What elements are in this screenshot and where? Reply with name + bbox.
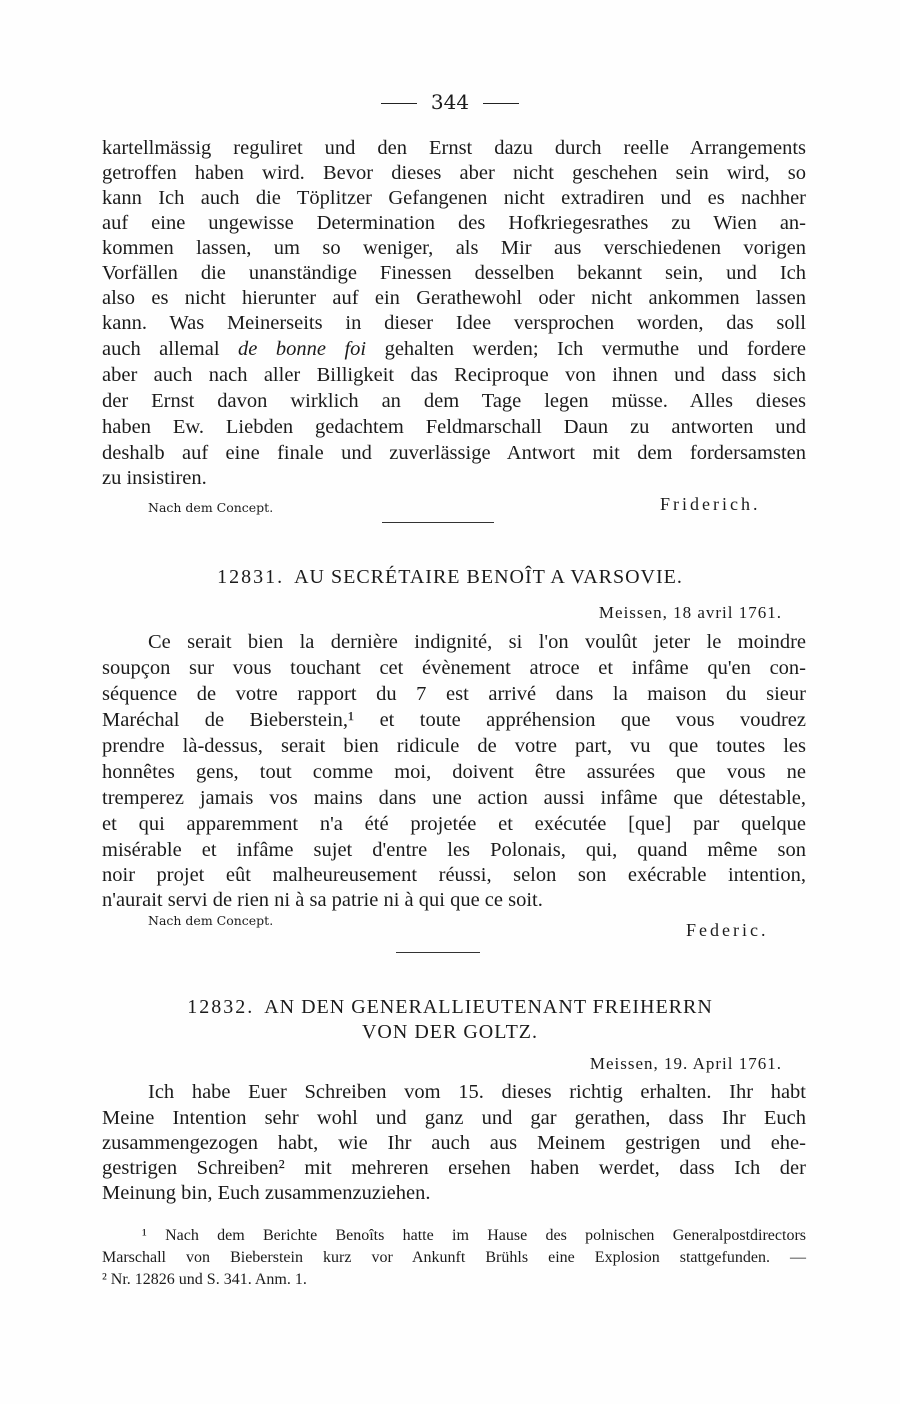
text-line: der Ernst davon wirklich an dem Tage legen müsse. Alles dieses — [102, 390, 806, 412]
text-line: Vorfällen die unanständige Finessen desselben bekannt sein, und Ich — [102, 262, 806, 284]
text-line: aber auch nach aller Billigkeit das Reciproque von ihnen und dass sich — [102, 364, 806, 386]
letter-number: 12832. — [187, 996, 255, 1018]
italic-phrase: de bonne foi — [238, 338, 367, 360]
text-line: getroffen haben wird. Bevor dieses aber nicht geschehen sein wird, so — [102, 162, 806, 184]
text-line: séquence de votre rapport du 7 est arrivé dans la maison du sieur — [102, 683, 806, 705]
text-line: n'aurait servi de rien ni à sa patrie ni à qui que ce soit. — [102, 889, 543, 911]
signature: Friderich. — [660, 494, 761, 514]
text-line: auf eine ungewisse Determination des Hofkriegesrathes zu Wien an- — [102, 212, 806, 234]
text-line: gestrigen Schreiben² mit mehreren ersehen haben werdet, dass Ich der — [102, 1157, 806, 1179]
letter-title: AU SECRÉTAIRE BENOÎT A VARSOVIE. — [294, 566, 683, 588]
footnote-line: ² Nr. 12826 und S. 341. Anm. 1. — [102, 1271, 307, 1288]
section-divider — [396, 952, 480, 953]
source-note: Nach dem Concept. — [148, 913, 274, 928]
page-number-rule-right — [483, 103, 519, 104]
text-line: Maréchal de Bieberstein,¹ et toute appréhension que vous voudrez — [102, 709, 806, 731]
page-number-line — [0, 90, 900, 114]
text-line: kann. Was Meinerseits in dieser Idee versprochen worden, das soll — [102, 312, 806, 334]
letter-heading — [0, 996, 900, 1019]
text-line: zusammengezogen habt, wie Ihr auch aus Meinem gestrigen und ehe- — [102, 1132, 806, 1154]
footnote-line: ¹ Nach dem Berichte Benoîts hatte im Hause des polnischen Generalpostdirectors — [142, 1227, 806, 1244]
text-line: misérable et infâme sujet d'entre les Polonais, qui, quand même son — [102, 839, 806, 861]
page-number: 344 — [430, 90, 470, 114]
text-line: et qui apparemment n'a été projetée et exécutée [que] par quelque — [102, 813, 806, 835]
section-divider — [382, 522, 494, 523]
text-line: tremperez jamais vos mains dans une action aussi infâme que détestable, — [102, 787, 806, 809]
text-line: honnêtes gens, tout comme moi, doivent être assurées que vous ne — [102, 761, 806, 783]
text-line: also es nicht hierunter auf ein Gerathewohl oder nicht ankommen lassen — [102, 287, 806, 309]
text-line: deshalb auf eine finale und zuverlässige Antwort mit dem fordersamsten — [102, 442, 806, 464]
text-line: prendre là-dessus, serait bien ridicule de votre part, vu que toutes les — [102, 735, 806, 757]
text-line: kommen lassen, um so weniger, als Mir aus verschiedenen vorigen — [102, 237, 806, 259]
letter-title-line1: AN DEN GENERALLIEUTENANT FREIHERRN — [264, 996, 713, 1018]
text-line: Meine Intention sehr wohl und ganz und gar gerathen, dass Ihr Euch — [102, 1107, 806, 1129]
text-line: Ich habe Euer Schreiben vom 15. dieses richtig erhalten. Ihr habt — [148, 1081, 806, 1103]
source-note: Nach dem Concept. — [148, 500, 274, 515]
signature: Federic. — [686, 920, 769, 940]
text-line: soupçon sur vous touchant cet évènement atroce et infâme qu'en con- — [102, 657, 806, 679]
text-line: zu insistiren. — [102, 467, 207, 489]
text-line: Ce serait bien la dernière indignité, si l'on voulût jeter le moindre — [148, 631, 806, 653]
text-line: haben Ew. Liebden gedachtem Feldmarschall Daun zu antworten und — [102, 416, 806, 438]
footnote-line: Marschall von Bieberstein kurz vor Ankunft Brühls eine Explosion stattgefunden. — — [102, 1249, 806, 1266]
text-line: noir projet eût malheureusement réussi, selon son exécrable intention, — [102, 864, 806, 886]
letter-dateline: Meissen, 19. April 1761. — [589, 1054, 782, 1073]
text-line: kann Ich auch die Töplitzer Gefangenen nicht extradiren und es nachher — [102, 187, 806, 209]
page-number-rule-left — [381, 103, 417, 104]
text-line: kartellmässig reguliret und den Ernst dazu durch reelle Arrangements — [102, 137, 806, 159]
letter-number: 12831. — [217, 566, 285, 588]
letter-title-line2: VON DER GOLTZ. — [361, 1021, 539, 1043]
letter-dateline: Meissen, 18 avril 1761. — [598, 603, 782, 622]
letter-heading — [0, 566, 900, 589]
text-line: Meinung bin, Euch zusammenzuziehen. — [102, 1182, 431, 1204]
text-line: auch allemal de bonne foi gehalten werden; Ich vermuthe und fordere — [102, 338, 807, 360]
